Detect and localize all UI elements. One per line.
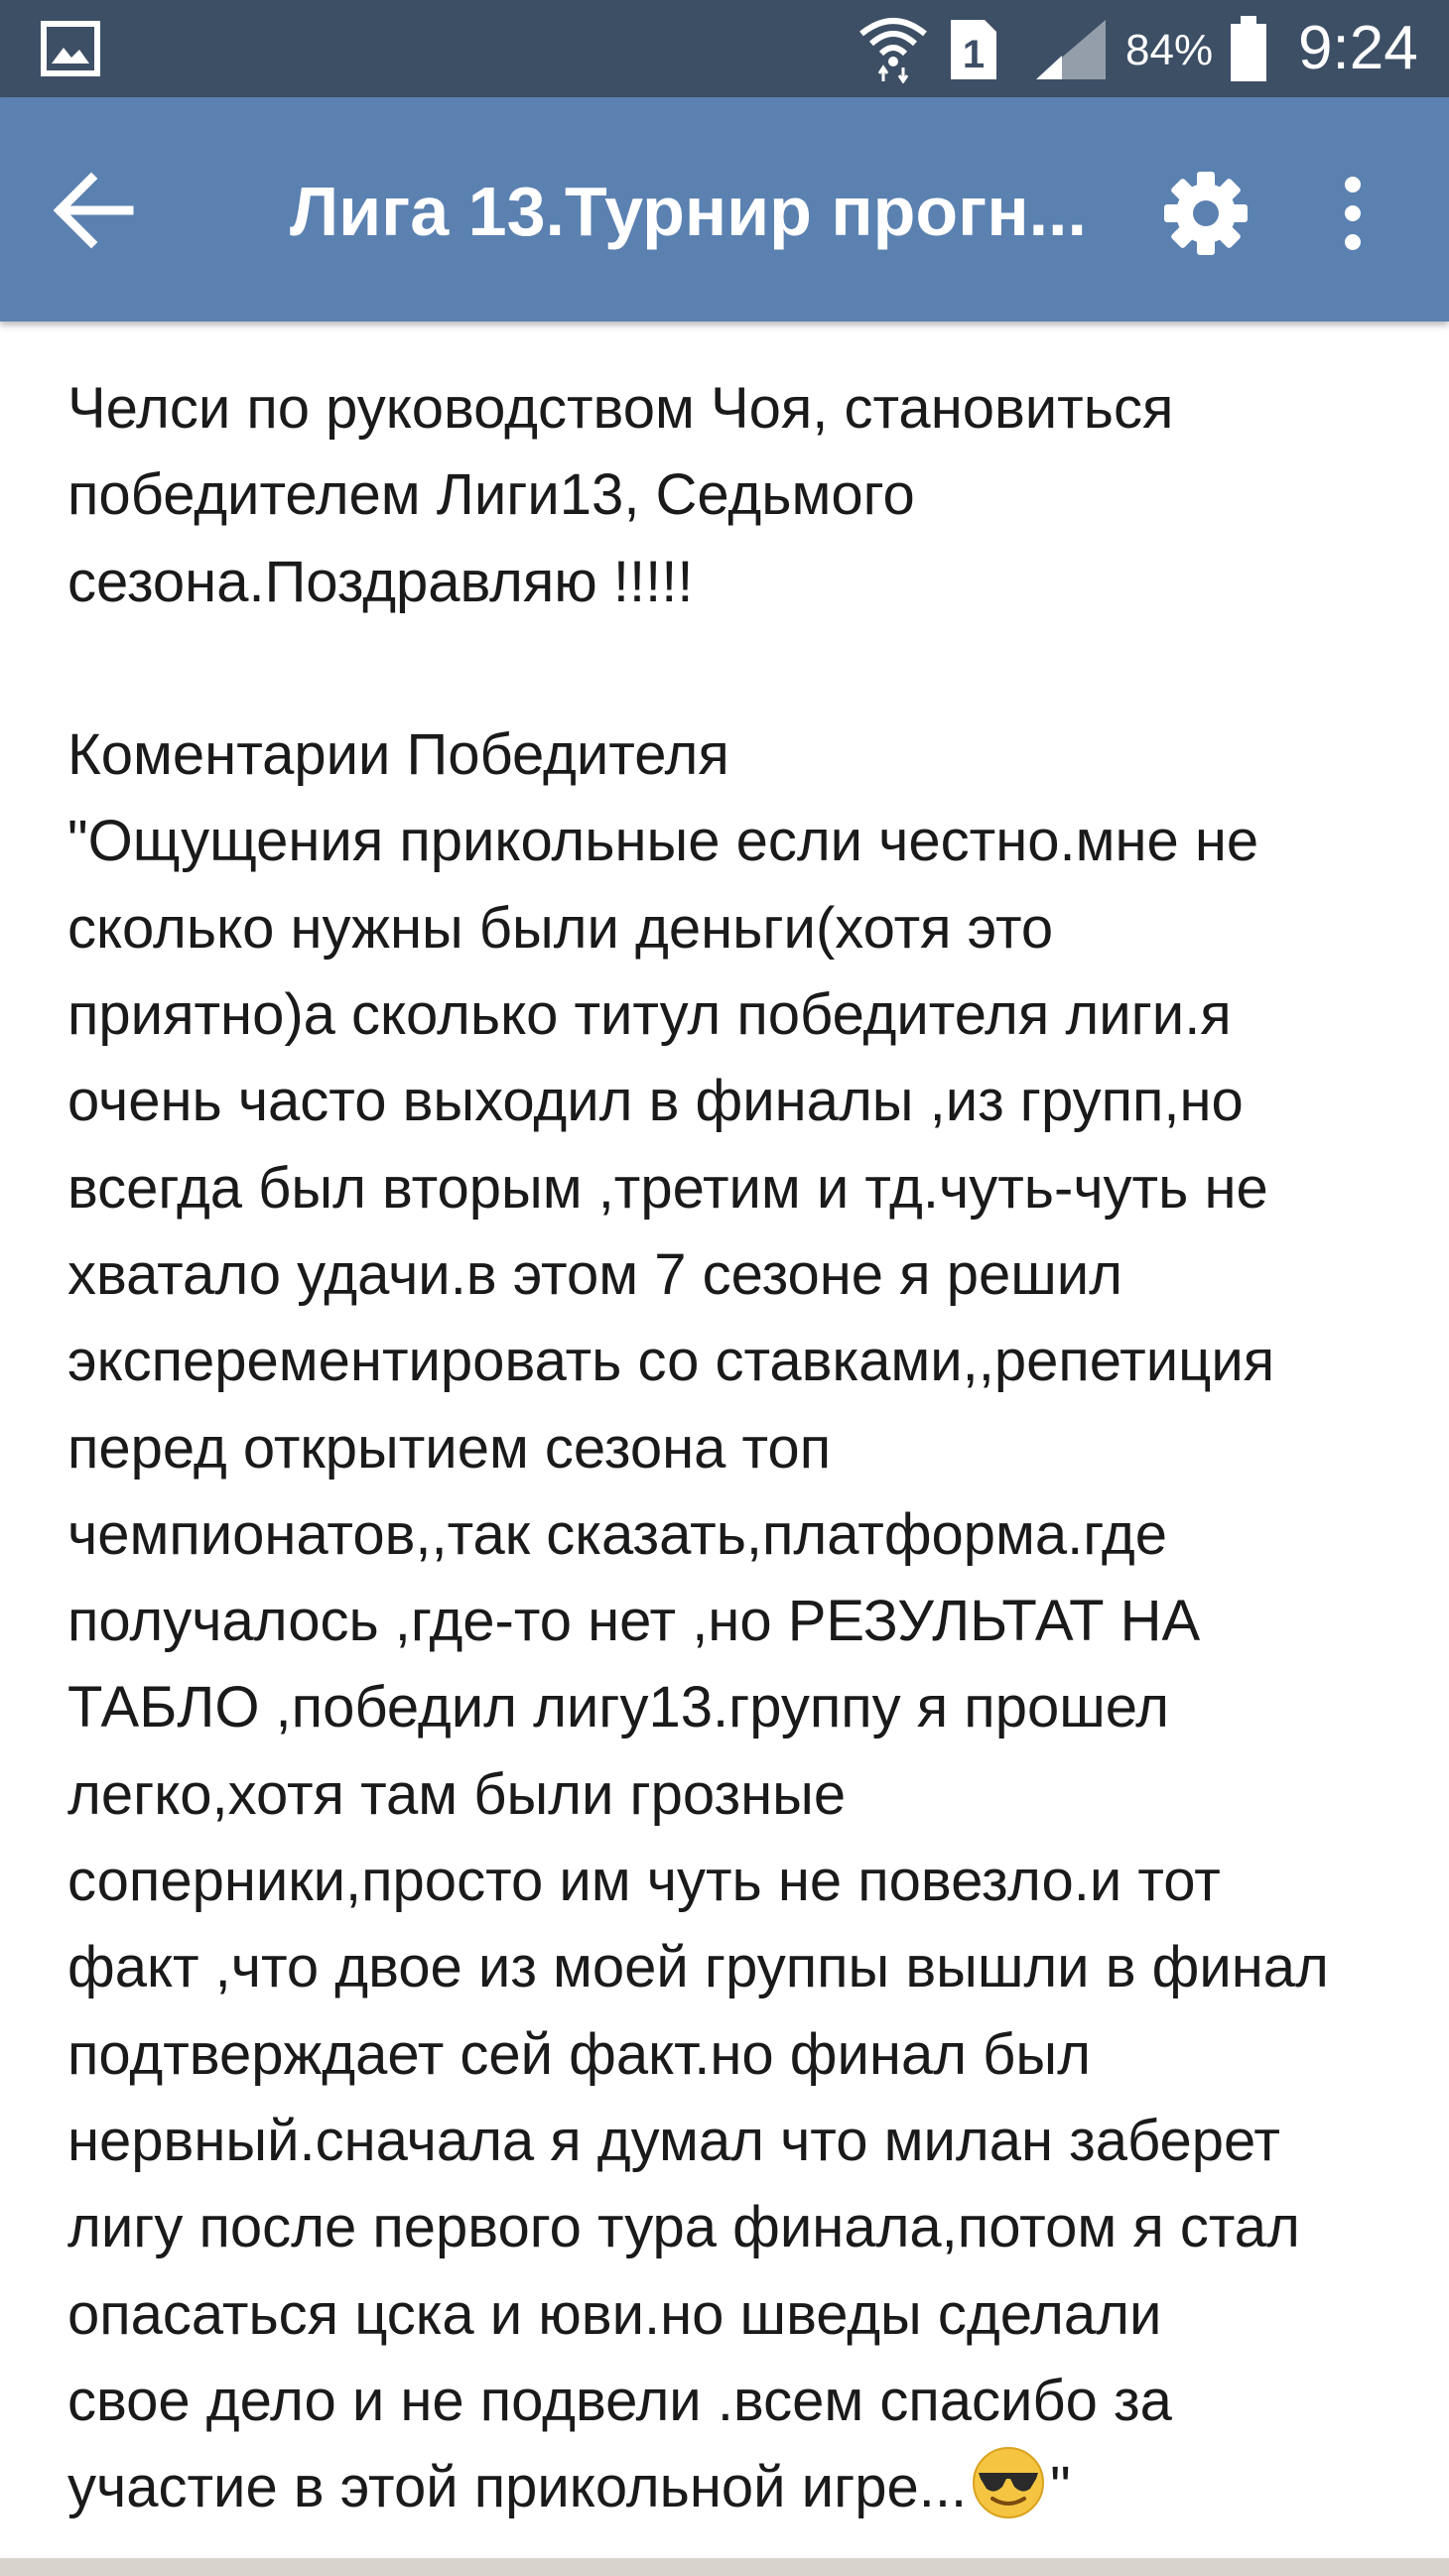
gear-icon [1164,172,1248,255]
post-line: "Ощущения прикольные если честно.мне не [67,809,1259,874]
more-button[interactable] [1318,169,1387,258]
battery-percentage: 84% [1125,26,1214,74]
post-line: сколько нужны были деньги(хотя это [67,895,1054,961]
post-line: перед открытием сезона топ [67,1415,832,1481]
post-line: Челси по руководством Чоя, становиться [67,376,1174,441]
post-line: хватало удачи.в этом 7 сезоне я решил [67,1241,1122,1307]
post-line: нервный.сначала я думал что милан заберет [67,2108,1280,2173]
post-line: легко,хотя там были грозные [67,1761,847,1827]
post-line: сезона.Поздравляю !!!!! [67,549,694,614]
toolbar [0,97,1449,322]
clock: 9:24 [1298,14,1418,82]
settings-button[interactable] [1161,169,1251,258]
closing-quote: " [1050,2455,1071,2520]
post-line: чемпионатов,,так сказать,платформа.где [67,1501,1167,1567]
bottom-edge [0,2558,1449,2576]
arrow-left-icon [60,179,129,242]
post-line: лигу после первого тура финала,потом я стал [67,2195,1300,2260]
post-line-blank [67,625,1397,711]
sunglasses-emoji-icon [971,2445,1046,2520]
post-line-last [67,2444,1397,2530]
signal-icon [1032,16,1110,81]
post-line: очень часто выходил в финалы ,из групп,но [67,1069,1244,1134]
more-vert-icon [1345,177,1361,250]
post-line: получалось ,где-то нет ,но РЕЗУЛЬТАТ НА [67,1589,1201,1654]
wifi-icon [856,12,931,83]
post-line: свое дело и не подвели .всем спасибо за [67,2368,1172,2433]
post-line: победителем Лиги13, Седьмого [67,462,915,528]
post-text [67,365,1397,2530]
status-bar [0,0,1449,97]
post-line: приятно)а сколько титул победителя лиги.я [67,982,1232,1048]
post-line: всегда был вторым ,третим и тд.чуть-чуть не [67,1155,1268,1221]
page-title: Лига 13.Турнир прогн... [290,173,1087,250]
post-text-end: участие в этой прикольной игре... [67,2455,968,2520]
post-line: ТАБЛО ,победил лигу13.группу я прошел [67,1675,1169,1740]
battery-icon [1231,16,1266,81]
post-line: соперники,просто им чуть не повезло.и тот [67,1849,1221,1914]
post-line: эксперементировать со ставками,,репетиция [67,1329,1275,1394]
post-line: Коментарии Победителя [67,722,729,788]
gallery-icon [40,20,101,77]
back-button[interactable] [48,163,143,258]
post-line: опасаться цска и юви.но шведы сделали [67,2281,1162,2347]
post-line: подтверждает сей факт.но финал был [67,2021,1091,2087]
post-line: факт ,что двое из моей группы вышли в финал [67,1935,1329,2000]
svg-text:1: 1 [962,33,986,76]
sim-icon [949,18,998,81]
